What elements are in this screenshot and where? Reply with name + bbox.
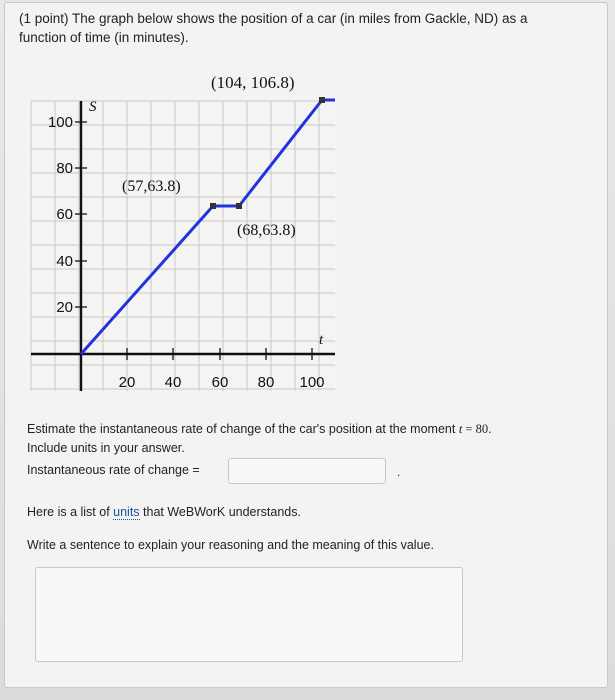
units-help-line <box>27 504 301 521</box>
units-prefix: Here is a list of <box>27 505 114 519</box>
problem-card <box>4 2 608 688</box>
x-axis-variable-label: t <box>319 332 324 348</box>
x-tick-label-100: 100 <box>299 374 325 391</box>
estimate-suffix: . <box>488 422 492 436</box>
x-tick-label-80: 80 <box>257 374 275 391</box>
annotation-corner-b: (68,63.8) <box>237 222 296 239</box>
annotation-corner-a: (57,63.8) <box>122 178 181 195</box>
corner-marker-b <box>236 203 242 209</box>
x-tick-label-60: 60 <box>211 374 229 391</box>
y-tick-label-100: 100 <box>47 114 73 131</box>
corner-marker-a <box>210 203 216 209</box>
estimate-prefix: Estimate the instantaneous rate of change of the car's position at the moment <box>27 422 459 436</box>
y-tick-label-80: 80 <box>56 160 73 177</box>
problem-intro-line1: (1 point) The graph below shows the position of a car (in miles from Gackle, ND) as a <box>19 11 528 26</box>
annotation-end-point: (104, 106.8) <box>211 73 295 92</box>
units-link[interactable]: units <box>113 505 140 519</box>
rate-label: Instantaneous rate of change = <box>27 463 200 477</box>
estimate-question <box>27 421 492 438</box>
units-note: Include units in your answer. <box>27 441 185 455</box>
estimate-equals: = <box>462 422 476 436</box>
y-tick-label-20: 20 <box>56 299 73 316</box>
after-input-period: . <box>397 465 401 479</box>
position-graph-svg <box>15 61 335 401</box>
x-tick-label-40: 40 <box>164 374 182 391</box>
estimate-value: 80 <box>475 422 489 436</box>
units-suffix: that WeBWorK understands. <box>139 505 301 519</box>
explain-prompt: Write a sentence to explain your reasoning and the meaning of this value. <box>27 538 434 552</box>
estimate-variable: t <box>458 422 463 436</box>
y-tick-label-60: 60 <box>56 206 73 223</box>
y-axis-variable-label: S <box>89 99 97 115</box>
y-tick-label-40: 40 <box>56 253 73 270</box>
x-tick-label-20: 20 <box>118 374 136 391</box>
graph-background <box>31 101 335 391</box>
rate-answer-input[interactable] <box>228 458 386 484</box>
problem-statement <box>19 9 599 47</box>
end-marker <box>319 97 325 103</box>
position-graph <box>15 61 335 401</box>
problem-intro-line2: function of time (in minutes). <box>19 30 189 45</box>
explanation-textarea[interactable] <box>35 567 463 662</box>
